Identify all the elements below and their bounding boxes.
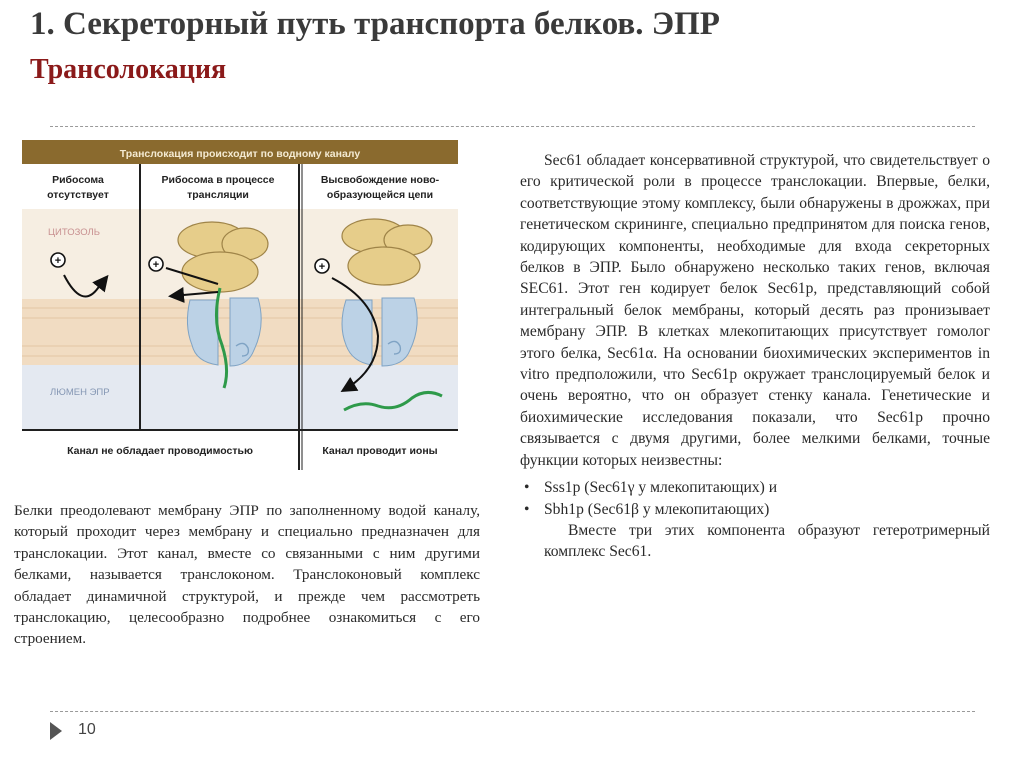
plus-sign: + [152, 259, 160, 271]
slide-subtitle: Трансолокация [30, 54, 227, 85]
plus-sign: + [318, 261, 326, 273]
right-paragraph: Sec61 обладает консервативной структурой, что свидетельствует о его критической роли в процессе транслокации. Впервые, белки, соответствующие этому комплексу, были обнаружены в дрожжах, при генетическом скрининге, специально предпринятом для поиска генов, кодирующих компоненты, необходимые для входа секреторных белков в ЭПР. Было обнаружено несколько таких генов, включая SEC61. Этот ген кодирует белок Sec61p, представляющий собой интегральный белок мембраны, который десять раз пронизывает мембрану ЭПР. В клетках млекопитающих присутствует гомолог этого белка, Sec61α. На основании биохимических экспериментов in vitro предположили, что Sec61p окружает транслоцируемый белок и очень вероятно, что он образует стенку канала. Генетические и биохимические исследования показали, что Sec61p прочно связывается с двумя другими, более мелкими белками, точные функции которых неизвестны: [520, 152, 990, 469]
footer-right: Канал проводит ионы [322, 445, 438, 457]
next-slide-arrow-icon[interactable] [50, 722, 62, 740]
plus-sign: + [54, 255, 62, 267]
translocation-figure [22, 140, 458, 470]
bullet-dot: • [524, 500, 530, 518]
figure-banner: Транслокация происходит по водному каналу [119, 148, 361, 160]
col2-header-line1: Рибосома в процессе [161, 174, 275, 186]
top-divider [50, 126, 975, 127]
right-text-block [520, 150, 990, 563]
bullet-list [520, 477, 990, 520]
bullet-text: Sss1p (Sec61γ у млекопитающих) и [544, 479, 778, 497]
col3-header-line1: Высвобождение ново- [320, 174, 440, 186]
translocation-diagram [22, 140, 458, 470]
col1-header-line1: Рибосома [52, 174, 104, 186]
left-paragraph: Белки преодолевают мембрану ЭПР по заполненному водой каналу, который проходит через мембрану и специально предназначен для транслокации. Этот канал, вместе со связанными с ним другими белками, называется транслоконом. Транслоконовый комплекс обладает динамичной структурой, и прежде чем рассмотреть транслокацию, целесообразно подробнее ознакомиться с его строением. [14, 502, 480, 648]
bullet-dot: • [524, 479, 530, 497]
lumen-label: ЛЮМЕН ЭПР [50, 387, 110, 398]
list-item [520, 499, 990, 520]
page-number: 10 [78, 721, 96, 738]
col3-header-line2: образующейся цепи [326, 189, 434, 201]
col2-header-line2: трансляции [187, 189, 249, 201]
bottom-divider [50, 711, 975, 712]
col1-header-line2: отсутствует [47, 189, 109, 201]
slide-title: 1. Секреторный путь транспорта белков. ЭПР [30, 6, 720, 42]
bullet-text: Sbh1p (Sec61β у млекопитающих) [544, 500, 770, 518]
closing-paragraph: Вместе три этих компонента образуют гетеротримерный комплекс Sec61. [544, 521, 990, 561]
cytosol-label: ЦИТОЗОЛЬ [48, 227, 101, 238]
footer-left: Канал не обладает проводимостью [67, 445, 253, 457]
list-item [520, 477, 990, 498]
